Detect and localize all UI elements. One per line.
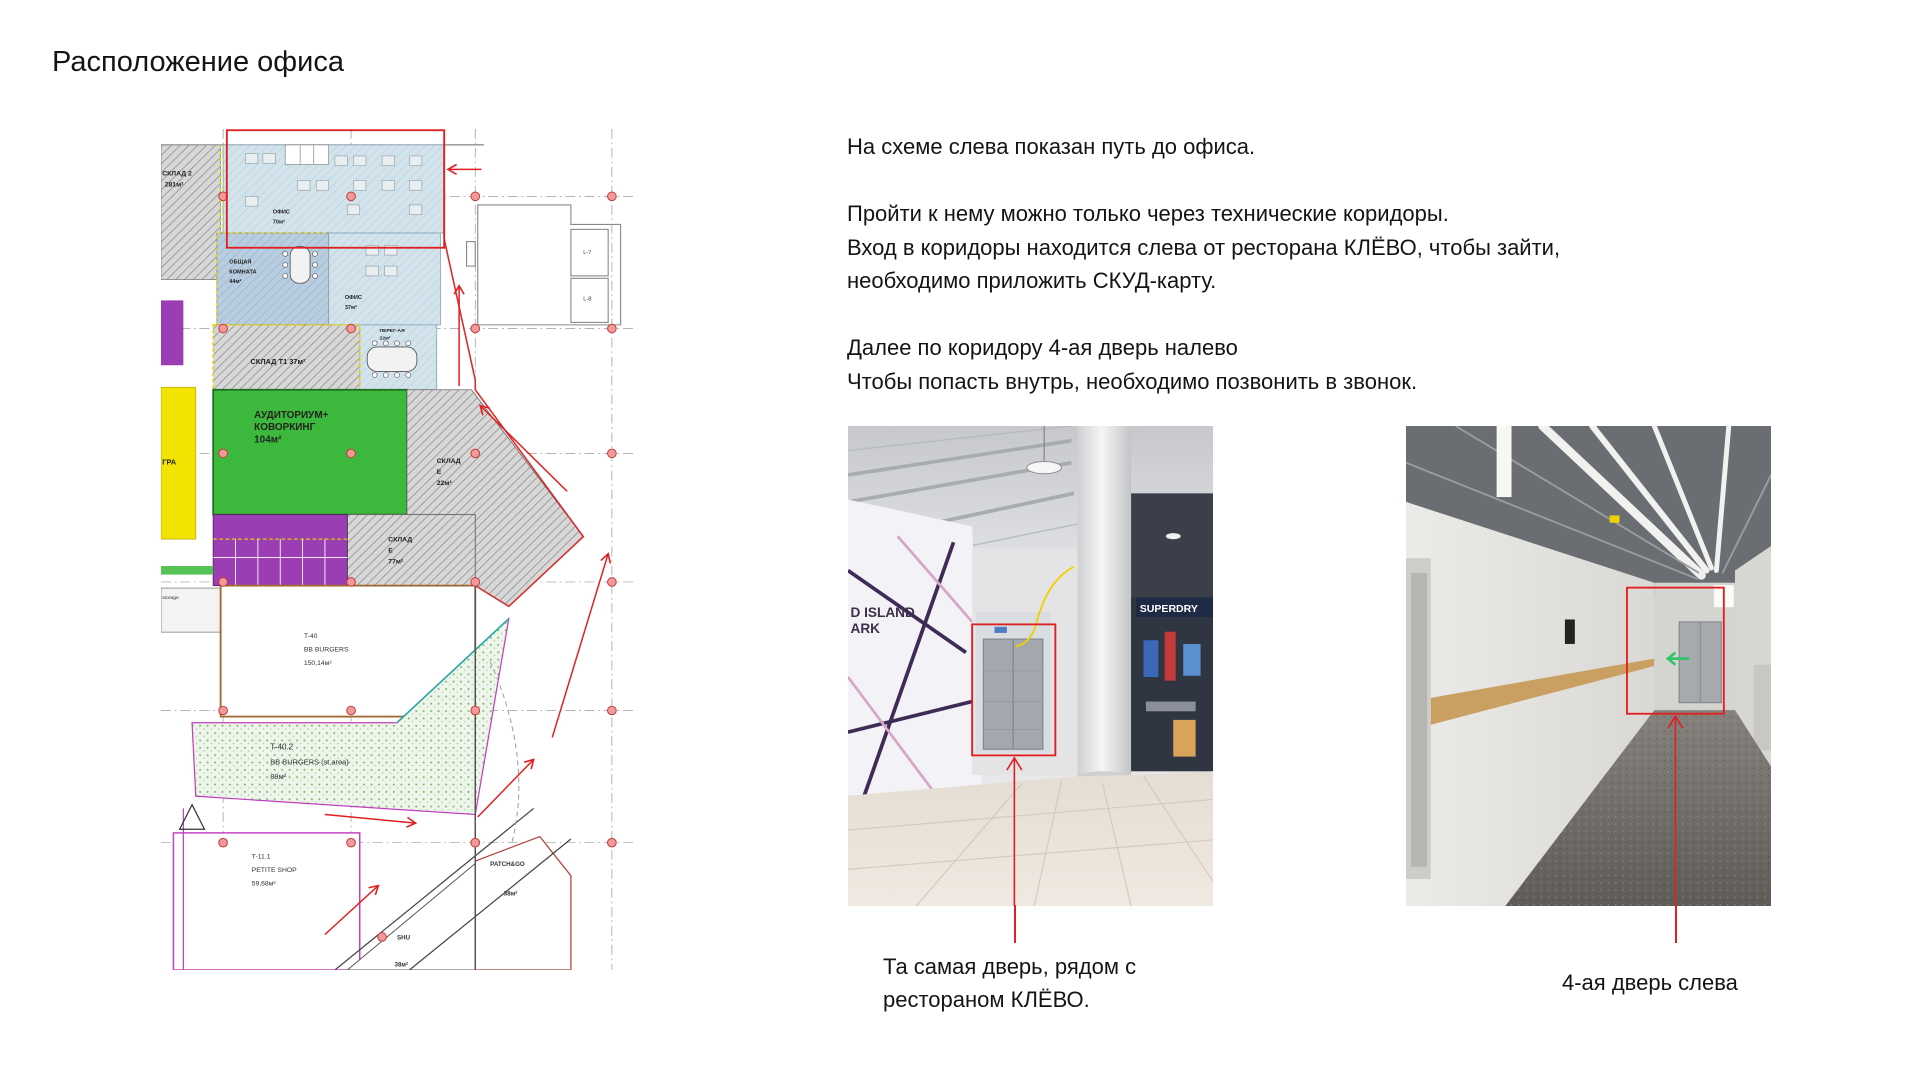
label-sklad-e-22-area: 22м² [436,480,452,488]
label-common-room-2: КОМНАТА [229,269,257,276]
label-patch-go-area: 38м² [503,890,518,898]
label-sklad-e-77: СКЛАД [388,536,413,544]
room-sklad-e-77 [347,515,475,586]
label-auditorium-area: 104м² [254,434,282,446]
label-lift-l8: L-8 [583,296,592,303]
label-auditorium: АУДИТОРИУМ+ [254,409,329,421]
label-office-37-area: 37м² [344,304,358,311]
description-line: Чтобы попасть внутрь, необходимо позвонить в звонок. [847,368,1418,394]
page-title: Расположение офиса [52,46,344,78]
label-office-70: ОФИС [272,209,290,216]
label-t11-1-name: PETITE SHOP [251,867,297,875]
label-patch-go: PATCH&GO [490,860,525,868]
meeting-table [367,347,417,371]
caption-corridor-door [1562,966,1738,999]
pointer-line-2 [1675,905,1677,943]
conference-table [290,247,310,284]
label-sklad-t1: СКЛАД Т1 37м² [250,357,306,367]
label-t40-area: 150,14м² [303,660,332,668]
label-office-37: ОФИС [344,295,362,302]
store-sign: SUPERDRY [1139,604,1198,616]
pendant-lamp-icon [1027,462,1062,474]
wall-sign [1565,619,1575,643]
label-meeting-22: ПЕРЕГ-АЯ [379,329,405,335]
banner-text-2: ARK [850,621,881,636]
description-line: Далее по коридору 4-ая дверь налево [847,335,1238,360]
photo-corridor [1406,426,1771,906]
label-sklad-e-22: СКЛАД [436,458,461,466]
label-shu: SHU [397,934,411,942]
label-auditorium-2: КОВОРКИНГ [254,422,316,434]
pointer-line-1 [1014,905,1016,943]
room-sklad-2 [161,145,221,280]
description-line: Пройти к нему можно только через технические коридоры. [847,201,1449,226]
floor-plan [161,129,633,970]
label-shu-area: 38м² [394,961,409,969]
caption-line: Та самая дверь, рядом с [883,954,1137,979]
ceiling-lamp [1497,426,1512,497]
entrance-paragraph [847,197,1847,298]
description-line: На схеме слева показан путь до офиса. [847,134,1256,159]
label-common-room: ОБЩАЯ [229,259,252,266]
label-sklad-e-22-letter: Е [436,469,442,477]
corridor-paragraph [847,331,1847,398]
label-office-70-area: 70м² [272,219,285,226]
route-description [847,130,1847,432]
pillar [1078,426,1131,779]
label-t11-1-area: 59,68м² [251,880,276,888]
label-t40-2-name: BB BURGERS (st.area) [270,757,349,767]
label-play-area: ГРА [162,457,177,467]
caption-line: рестораном КЛЁВО. [883,987,1090,1012]
banner-text-1: D ISLAND [850,605,915,620]
label-t11-1: T-11.1 [251,853,271,861]
label-sklad-e-77-area: 77м² [388,558,404,566]
caption-entrance-door [883,950,1136,1016]
intro-paragraph [847,130,1847,164]
small-rooms [213,515,347,586]
label-sklad-2: СКЛАД 2 [162,170,192,178]
left-green-strip [161,566,213,575]
label-meeting-22-area: 22м² [379,336,391,342]
photo-entrance-door [848,426,1213,906]
label-sklad-e-77-letter: Е [388,547,393,555]
left-purple-strip [161,300,183,365]
room-auditorium [213,390,407,515]
label-t40-name: BB BURGERS [303,646,349,654]
label-lift-l7: L-7 [583,249,592,256]
label-t40: T-40 [303,633,318,641]
description-line: Вход в коридоры находится слева от ресторана КЛЁВО, чтобы зайти, [847,234,1561,260]
description-line: необходимо приложить СКУД-карту. [847,268,1217,293]
label-t40-2-area: 89м² [270,772,287,782]
storage-area [161,588,221,632]
label-storage: storage [162,596,179,602]
label-t40-2: T-40.2 [270,742,294,752]
caption-line: 4-ая дверь слева [1562,970,1738,995]
label-common-room-area: 44м² [229,279,242,286]
label-sklad-2-area: 281м² [164,181,184,189]
